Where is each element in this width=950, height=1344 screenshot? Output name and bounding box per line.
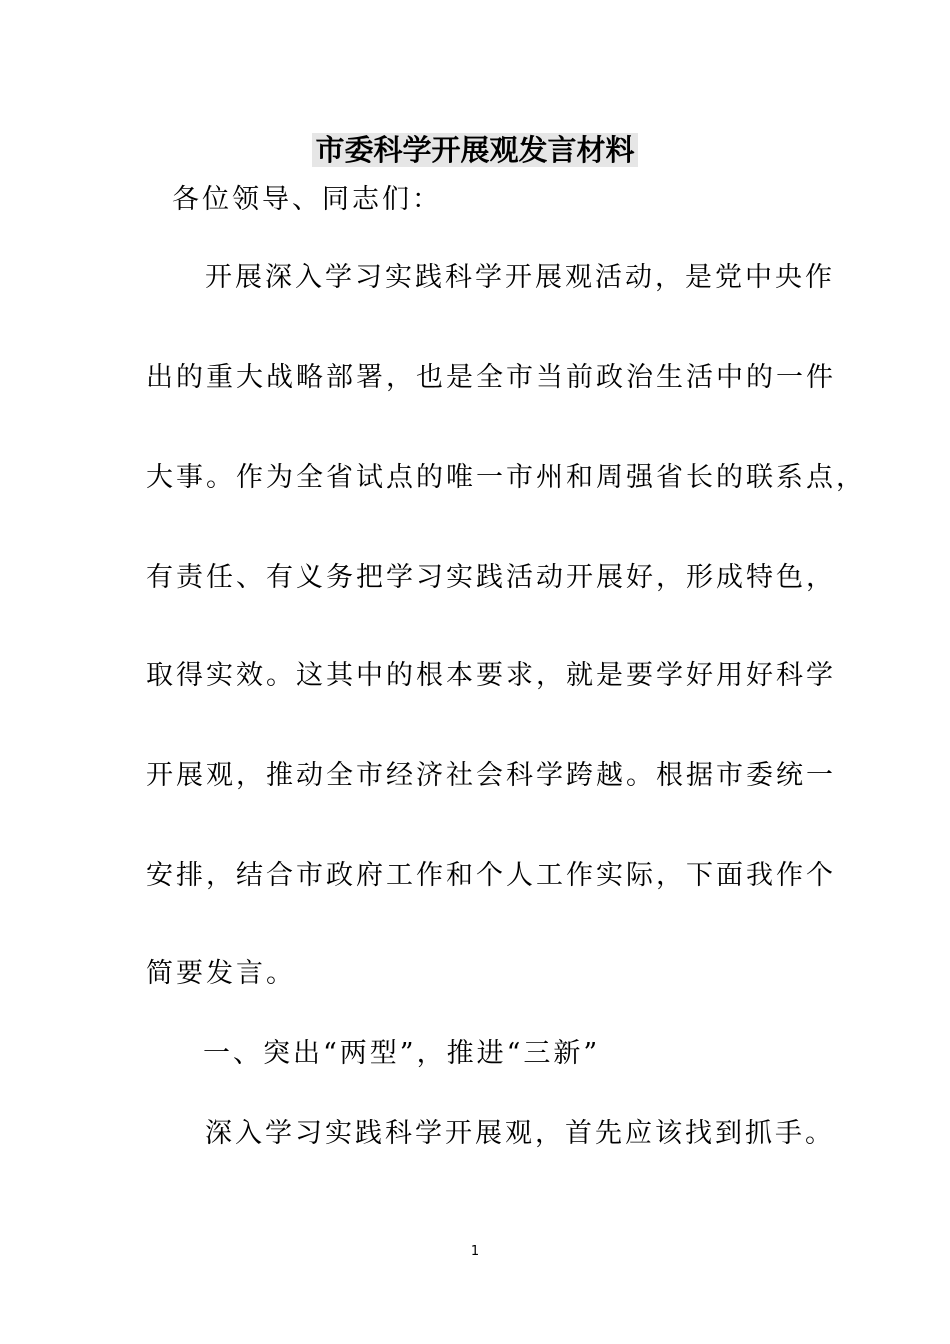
paragraph-1-line-8: 简要发言。 <box>146 958 296 989</box>
paragraph-2-line-1: 深入学习实践科学开展观，首先应该找到抓手。 <box>205 1118 835 1149</box>
paragraph-1-line-7: 安排，结合市政府工作和个人工作实际，下面我作个 <box>146 860 836 891</box>
paragraph-1-line-6: 开展观，推动全市经济社会科学跨越。根据市委统一 <box>146 760 836 791</box>
section-1-heading: 一、突出“两型”，推进“三新” <box>203 1038 601 1069</box>
paragraph-1-line-3: 大事。作为全省试点的唯一市州和周强省长的联系点， <box>146 462 866 493</box>
paragraph-1-line-1: 开展深入学习实践科学开展观活动，是党中央作 <box>205 262 835 293</box>
page-number: 1 <box>470 1244 480 1259</box>
document-title-text: 市委科学开展观发言材料 <box>312 133 637 167</box>
document-title <box>0 128 950 172</box>
paragraph-1-line-2: 出的重大战略部署，也是全市当前政治生活中的一件 <box>146 362 836 393</box>
salutation: 各位领导、同志们： <box>172 184 442 215</box>
paragraph-1-line-4: 有责任、有义务把学习实践活动开展好，形成特色， <box>146 562 836 593</box>
paragraph-1-line-5: 取得实效。这其中的根本要求，就是要学好用好科学 <box>146 660 836 691</box>
